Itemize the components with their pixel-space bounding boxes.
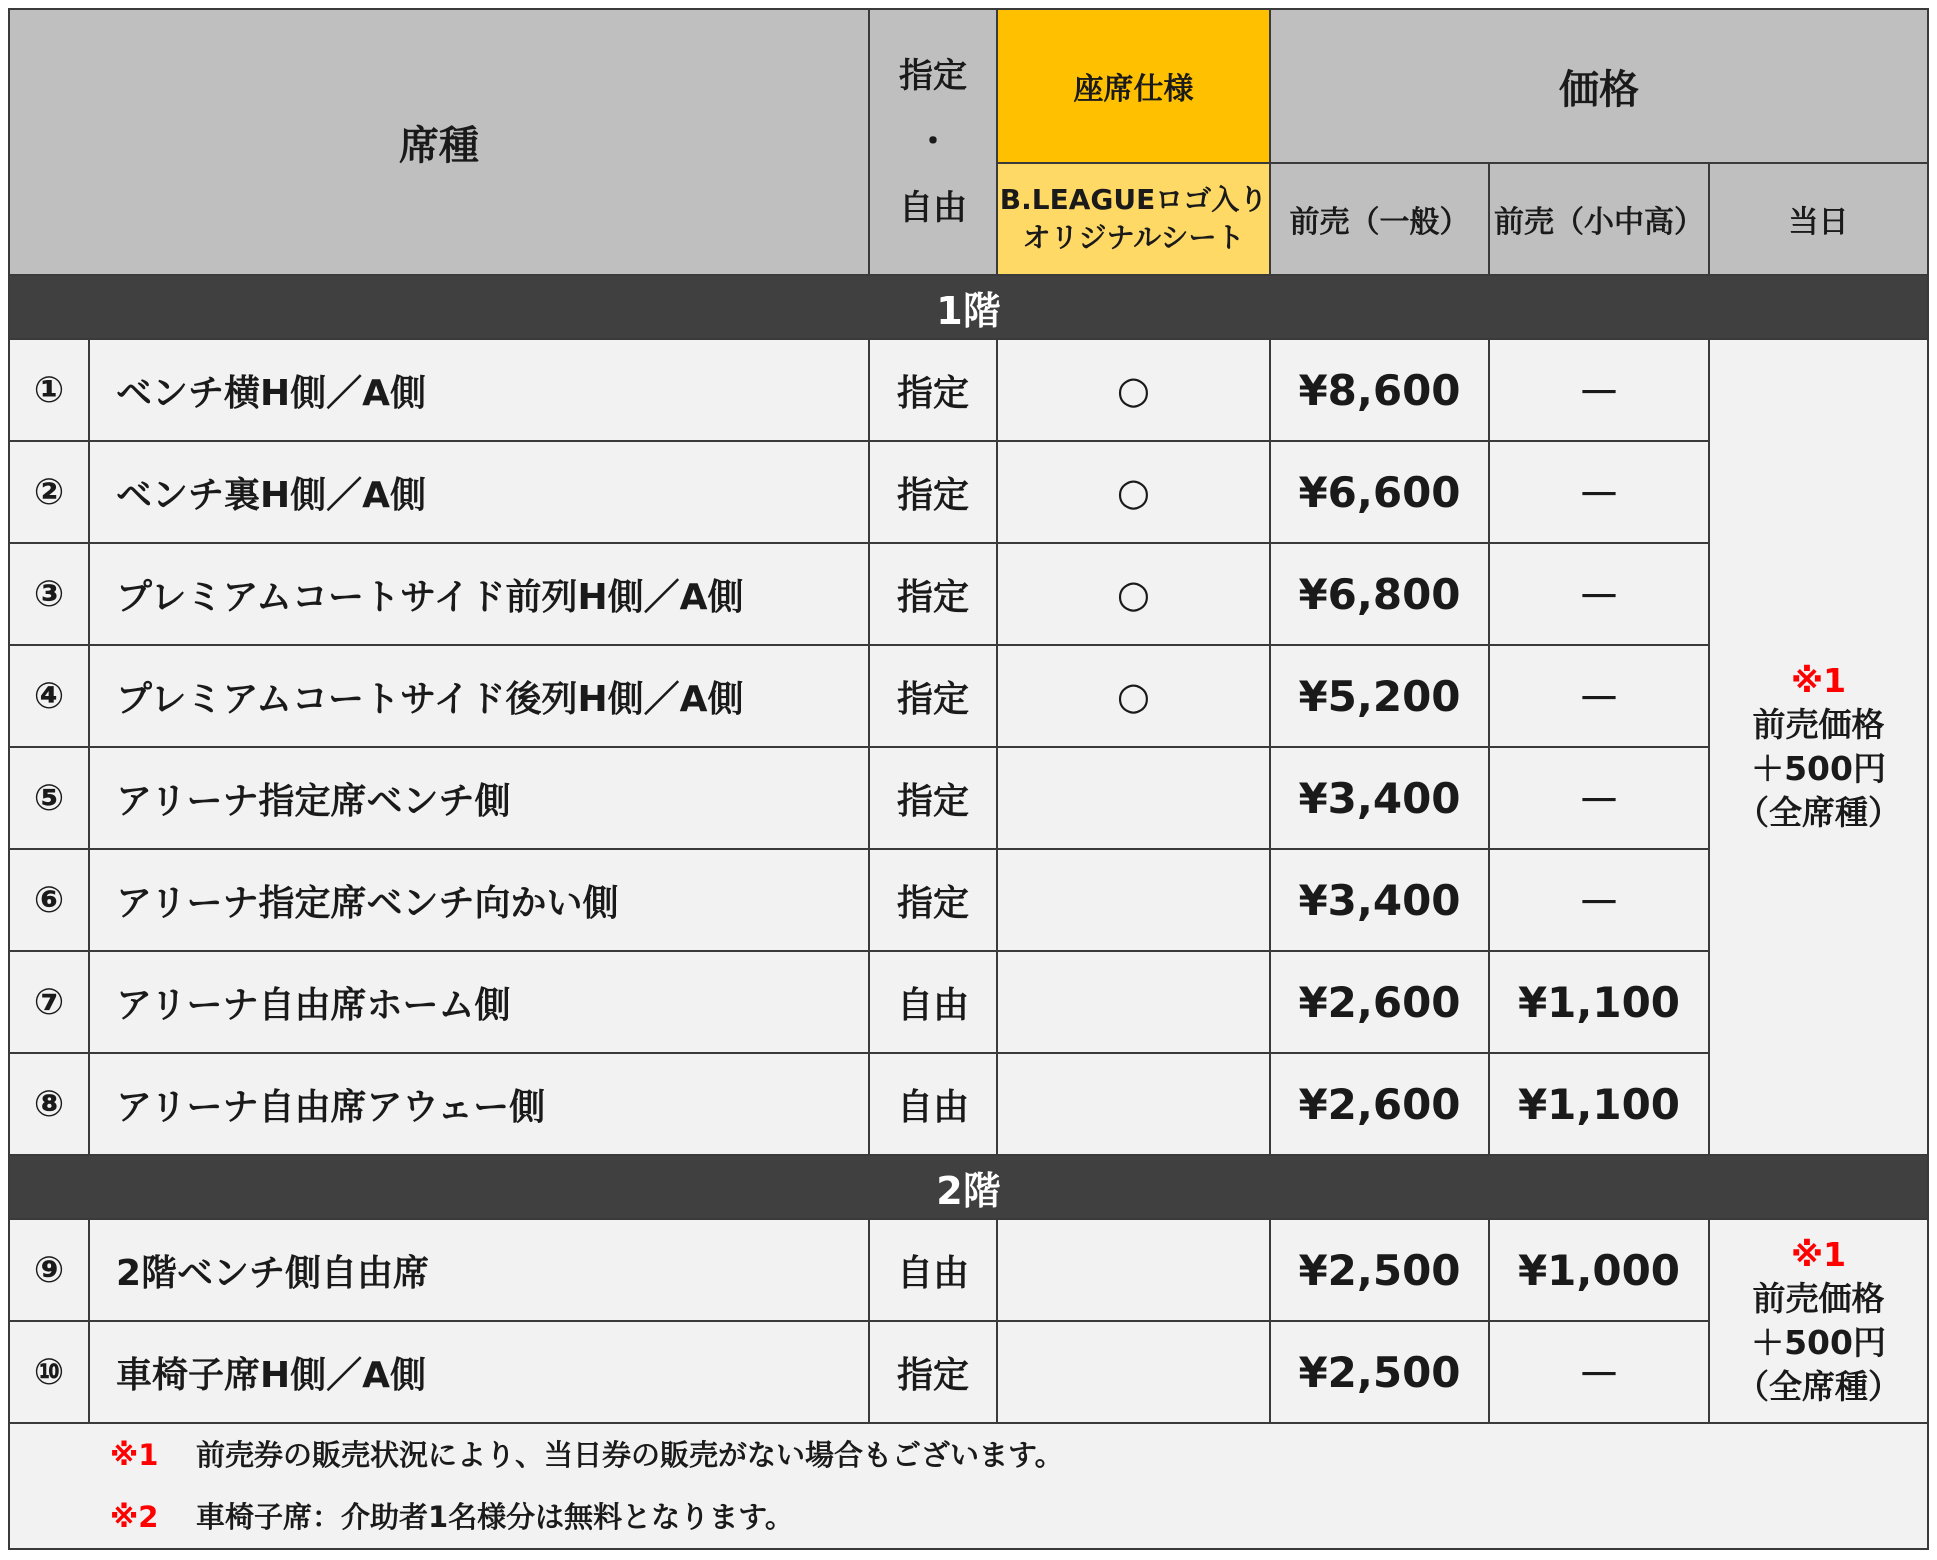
seat-kind: 指定 [869, 849, 997, 951]
day-note-mark: ※1 [1790, 661, 1847, 700]
price-general: ¥2,500 [1270, 1321, 1489, 1423]
row-number: ⑥ [9, 849, 89, 951]
header-free-label: 自由 [899, 188, 967, 228]
seat-kind: 指定 [869, 339, 997, 441]
price-student: － [1489, 645, 1709, 747]
day-note-line3: （全席種） [1736, 1367, 1901, 1406]
seat-kind: 指定 [869, 645, 997, 747]
seat-name: アリーナ指定席ベンチ向かい側 [89, 849, 869, 951]
price-student: － [1489, 339, 1709, 441]
header-advance-student: 前売（小中高） [1489, 163, 1709, 275]
seat-name: アリーナ自由席アウェー側 [89, 1053, 869, 1155]
header-price: 価格 [1270, 9, 1928, 163]
seat-name: 2階ベンチ側自由席 [89, 1219, 869, 1321]
table-row [9, 1321, 1928, 1423]
original-seat-mark [997, 1321, 1270, 1423]
table-row [9, 543, 1928, 645]
price-student: ¥1,100 [1489, 1053, 1709, 1155]
day-note-line2: ＋500円 [1751, 1323, 1886, 1362]
day-note-mark: ※1 [1790, 1235, 1847, 1274]
price-student: ¥1,100 [1489, 951, 1709, 1053]
seat-kind: 指定 [869, 1321, 997, 1423]
row-number: ⑨ [9, 1219, 89, 1321]
original-seat-mark [997, 849, 1270, 951]
note-mark: ※1 [110, 1438, 159, 1472]
day-of-price-floor-1 [1709, 339, 1928, 1155]
header-reserved-label: 指定 [899, 56, 967, 96]
original-seat-mark: ○ [997, 543, 1270, 645]
price-student: － [1489, 849, 1709, 951]
ticket-price-table-container [8, 8, 1927, 1550]
floor-label: 1階 [9, 275, 1928, 339]
header-day-of: 当日 [1709, 163, 1928, 275]
header-seat-type: 席種 [9, 9, 869, 275]
note-text: 車椅子席：介助者1名様分は無料となります。 [196, 1500, 794, 1534]
row-number: ⑧ [9, 1053, 89, 1155]
header-spec-line1: B.LEAGUEロゴ入り [999, 183, 1268, 216]
price-general: ¥2,600 [1270, 951, 1489, 1053]
seat-kind: 自由 [869, 951, 997, 1053]
table-row [9, 849, 1928, 951]
table-row [9, 747, 1928, 849]
seat-name: プレミアムコートサイド前列H側／A側 [89, 543, 869, 645]
price-general: ¥6,800 [1270, 543, 1489, 645]
header-dot: ・ [916, 122, 950, 162]
row-number: ④ [9, 645, 89, 747]
notes-cell [9, 1423, 1928, 1549]
original-seat-mark: ○ [997, 339, 1270, 441]
day-note-line2: ＋500円 [1751, 749, 1886, 788]
seat-name: プレミアムコートサイド後列H側／A側 [89, 645, 869, 747]
seat-kind: 指定 [869, 747, 997, 849]
row-number: ③ [9, 543, 89, 645]
seat-name: アリーナ自由席ホーム側 [89, 951, 869, 1053]
price-student: － [1489, 543, 1709, 645]
original-seat-mark [997, 747, 1270, 849]
note-text: 前売券の販売状況により、当日券の販売がない場合もございます。 [196, 1438, 1064, 1472]
price-general: ¥3,400 [1270, 849, 1489, 951]
seat-name: ベンチ裏H側／A側 [89, 441, 869, 543]
header-original-seat [997, 163, 1270, 275]
row-number: ① [9, 339, 89, 441]
notes-row [9, 1423, 1928, 1549]
price-general: ¥5,200 [1270, 645, 1489, 747]
day-note-line1: 前売価格 [1752, 1279, 1885, 1318]
header-advance-general: 前売（一般） [1270, 163, 1489, 275]
price-general: ¥3,400 [1270, 747, 1489, 849]
price-student: － [1489, 1321, 1709, 1423]
day-note-line1: 前売価格 [1752, 705, 1885, 744]
original-seat-mark [997, 951, 1270, 1053]
floor-label: 2階 [9, 1155, 1928, 1219]
original-seat-mark: ○ [997, 441, 1270, 543]
note-mark: ※2 [110, 1500, 159, 1534]
note-line [110, 1424, 1927, 1486]
floor-1-row [9, 275, 1928, 339]
price-general: ¥2,500 [1270, 1219, 1489, 1321]
header-row-1 [9, 9, 1928, 163]
table-row [9, 1053, 1928, 1155]
row-number: ⑩ [9, 1321, 89, 1423]
seat-name: ベンチ横H側／A側 [89, 339, 869, 441]
table-row [9, 645, 1928, 747]
original-seat-mark: ○ [997, 645, 1270, 747]
table-row [9, 339, 1928, 441]
price-student: － [1489, 747, 1709, 849]
price-general: ¥8,600 [1270, 339, 1489, 441]
seat-kind: 指定 [869, 543, 997, 645]
price-general: ¥2,600 [1270, 1053, 1489, 1155]
row-number: ② [9, 441, 89, 543]
price-student: ¥1,000 [1489, 1219, 1709, 1321]
note-line [110, 1486, 1927, 1548]
ticket-price-table [8, 8, 1929, 1550]
row-number: ⑤ [9, 747, 89, 849]
header-spec-line2: オリジナルシート [1022, 221, 1245, 254]
table-row [9, 951, 1928, 1053]
seat-kind: 自由 [869, 1053, 997, 1155]
seat-kind: 自由 [869, 1219, 997, 1321]
day-of-price-floor-2 [1709, 1219, 1928, 1423]
price-student: － [1489, 441, 1709, 543]
price-general: ¥6,600 [1270, 441, 1489, 543]
table-row [9, 1219, 1928, 1321]
floor-2-row [9, 1155, 1928, 1219]
original-seat-mark [997, 1219, 1270, 1321]
seat-name: 車椅子席H側／A側 [89, 1321, 869, 1423]
seat-kind: 指定 [869, 441, 997, 543]
day-note-line3: （全席種） [1736, 793, 1901, 832]
original-seat-mark [997, 1053, 1270, 1155]
header-reserved-free [869, 9, 997, 275]
row-number: ⑦ [9, 951, 89, 1053]
table-row [9, 441, 1928, 543]
header-seat-spec: 座席仕様 [997, 9, 1270, 163]
seat-name: アリーナ指定席ベンチ側 [89, 747, 869, 849]
